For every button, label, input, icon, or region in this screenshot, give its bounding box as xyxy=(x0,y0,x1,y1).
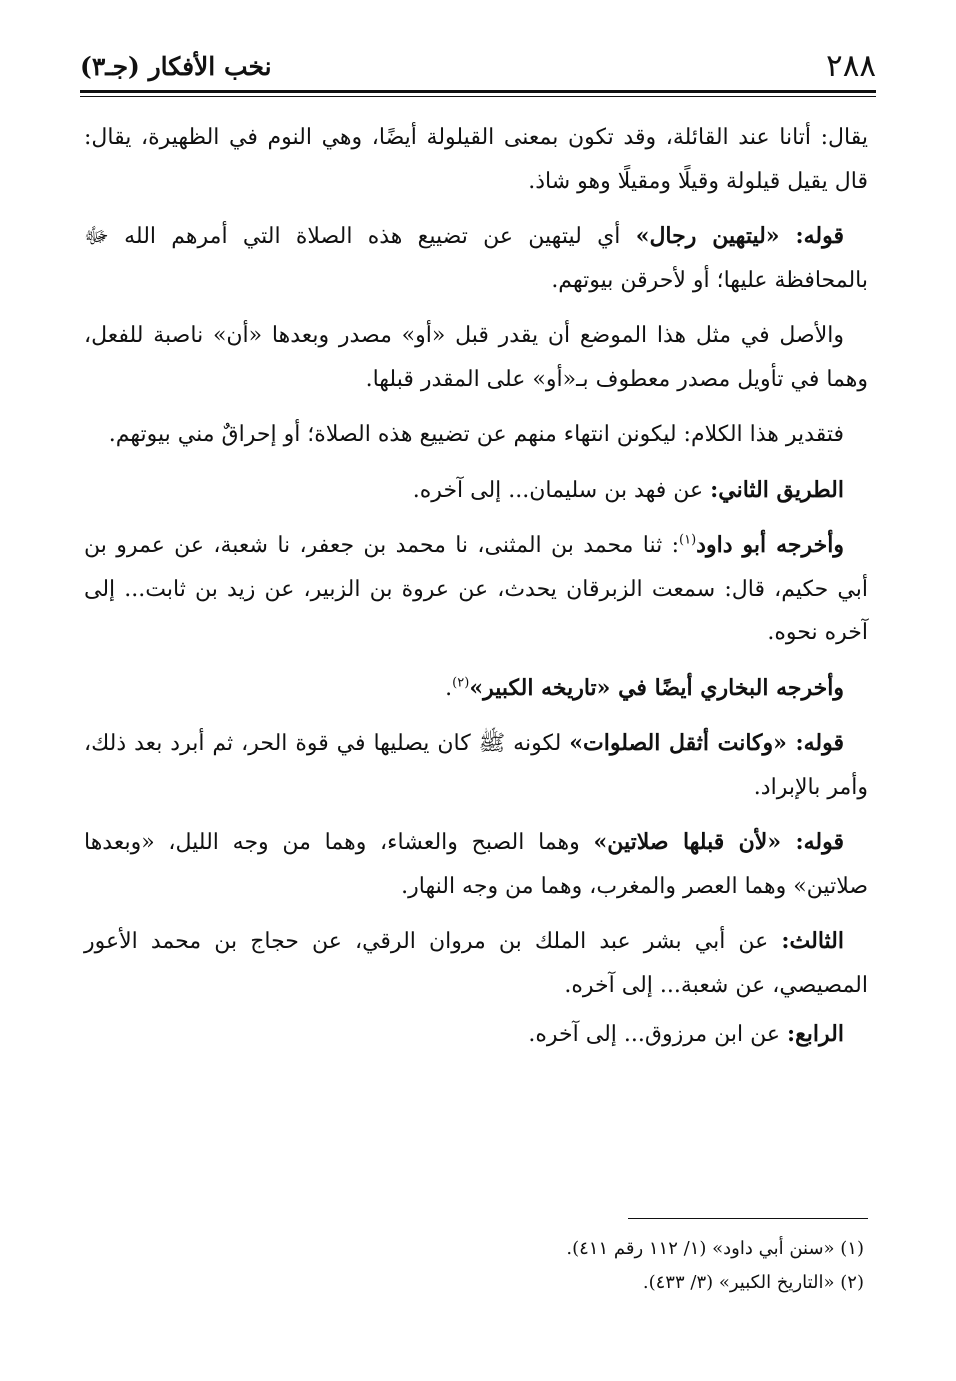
paragraph-7 xyxy=(84,667,868,711)
header-rule-thin xyxy=(80,96,876,97)
paragraph-10 xyxy=(84,920,868,1007)
paragraph-8 xyxy=(84,722,868,809)
footnote-2: (٢) «التاريخ الكبير» (٣/ ٤٣٣). xyxy=(642,1272,864,1293)
paragraph-9 xyxy=(84,821,868,908)
paragraph-lead: قوله: «لأن قبلها صلاتين» xyxy=(593,829,844,855)
page-header xyxy=(80,40,876,92)
paragraph-text: : ثنا محمد بن المثنى، نا محمد بن جعفر، نا شعبة، عن عمرو بن أبي حكيم، قال: سمعت الزبرقان يحدث، عن عروة بن الزبير، عن زيد بن ثابت... إلى آخره نحوه. xyxy=(84,533,868,645)
main-text xyxy=(84,116,868,1069)
paragraph-text: والأصل في مثل هذا الموضع أن يقدر قبل «أو» مصدر وبعدها «أن» ناصبة للفعل، وهما في تأويل مصدر معطوف بـ«أو» على المقدر قبلها. xyxy=(84,323,868,392)
paragraph-11 xyxy=(84,1013,868,1057)
paragraph-lead: قوله: «ليتهين رجال» xyxy=(635,223,844,249)
paragraph-text: عن ابن مرزوق... إلى آخره. xyxy=(528,1022,787,1047)
footnotes xyxy=(84,1232,864,1300)
footnote-1: (١) «سنن أبي داود» (١/ ١١٢ رقم ٤١١). xyxy=(566,1238,864,1259)
page-number: ٢٨٨ xyxy=(826,48,876,84)
paragraph-lead: وأخرجه أبو داود xyxy=(696,532,844,558)
paragraph-2 xyxy=(84,215,868,302)
paragraph-text: يقال: أتانا عند القائلة، وقد تكون بمعنى القيلولة أيضًا، وهي النوم في الظهيرة، يقال: قال يقيل قيلولة وقيلًا ومقيلًا وهو شاذ. xyxy=(84,125,868,194)
paragraph-text: لكونه ﷺ كان يصليها في قوة الحر، ثم أبرد بعد ذلك، وأمر بالإبراد. xyxy=(84,731,868,800)
paragraph-5 xyxy=(84,469,868,513)
footnote-marker[interactable]: (٢) xyxy=(452,675,470,691)
paragraph-text: فتقدير هذا الكلام: ليكونن انتهاء منهم عن تضييع هذه الصلاة؛ أو إحراقٌ مني بيوتهم. xyxy=(108,422,844,447)
paragraph-lead: الرابع: xyxy=(786,1021,844,1047)
paragraph-3 xyxy=(84,314,868,401)
paragraph-6 xyxy=(84,524,868,655)
footnote-separator xyxy=(628,1218,868,1219)
paragraph-4 xyxy=(84,413,868,457)
footnote-marker[interactable]: (١) xyxy=(679,532,697,548)
paragraph-lead: الثالث: xyxy=(781,928,844,954)
paragraph-lead: قوله: «وكانت أثقل الصلوات» xyxy=(569,730,844,756)
running-title: نخب الأفكار (جـ٣) xyxy=(80,52,272,81)
paragraph-text: عن أبي بشر عبد الملك بن مروان الرقي، عن حجاج بن محمد الأعور المصيصي، عن شعبة... إلى آخره. xyxy=(84,929,868,998)
paragraph-lead: الطريق الثاني: xyxy=(710,476,844,503)
paragraph-1 xyxy=(84,116,868,203)
paragraph-lead: وأخرجه البخاري أيضًا في «تاريخه الكبير» xyxy=(469,674,844,701)
paragraph-text: وهما الصبح والعشاء، وهما من وجه الليل، «وبعدها صلاتين» وهما العصر والمغرب، وهما من وجه النهار. xyxy=(84,830,868,899)
paragraph-text: أي ليتهين عن تضييع هذه الصلاة التي أمرهم الله ﷻ بالمحافظة عليها؛ أو لأحرقن بيوتهم. xyxy=(84,224,868,293)
paragraph-text: عن فهد بن سليمان... إلى آخره. xyxy=(412,477,711,503)
paragraph-text: . xyxy=(445,675,453,701)
header-rule xyxy=(80,90,876,93)
